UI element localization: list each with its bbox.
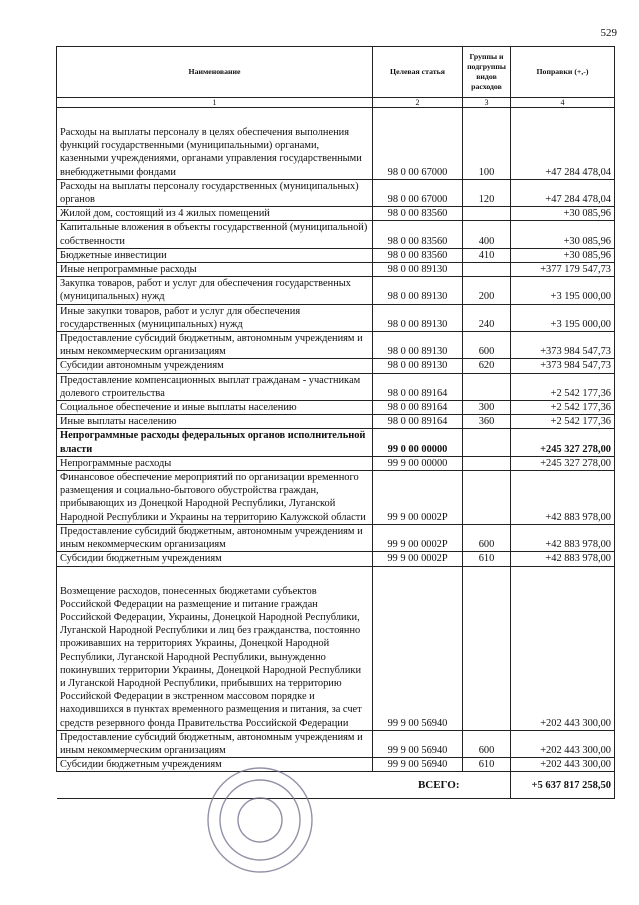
table-row — [57, 471, 615, 525]
row-target-code: 99 9 00 00000 — [373, 456, 463, 470]
table-row — [57, 758, 615, 772]
total-spacer — [57, 772, 373, 799]
table-row — [57, 332, 615, 359]
total-spacer — [463, 772, 511, 799]
row-target-code: 98 0 00 89164 — [373, 401, 463, 415]
row-group: 100 — [463, 108, 511, 180]
row-name: Непрограммные расходы — [57, 456, 373, 470]
row-target-code: 99 9 00 56940 — [373, 566, 463, 730]
row-name: Иные закупки товаров, работ и услуг для обеспечения государственных (муниципальных) нужд — [57, 304, 373, 331]
row-name: Расходы на выплаты персоналу в целях обеспечения выполнения функций государственными (муниципальными) органами, казенными учреждениями, органами управления государственными внебюджетными фондами — [57, 108, 373, 180]
row-amount: +373 984 547,73 — [511, 332, 615, 359]
row-amount: +3 195 000,00 — [511, 304, 615, 331]
row-amount: +2 542 177,36 — [511, 373, 615, 400]
table-row — [57, 359, 615, 373]
row-group: 400 — [463, 221, 511, 248]
row-amount: +245 327 278,00 — [511, 429, 615, 456]
row-group: 200 — [463, 277, 511, 304]
row-name: Жилой дом, состоящий из 4 жилых помещений — [57, 207, 373, 221]
row-name: Капитальные вложения в объекты государственной (муниципальной) собственности — [57, 221, 373, 248]
row-amount: +2 542 177,36 — [511, 415, 615, 429]
row-name: Иные непрограммные расходы — [57, 263, 373, 277]
row-name: Непрограммные расходы федеральных органов исполнительной власти — [57, 429, 373, 456]
row-amount: +202 443 300,00 — [511, 758, 615, 772]
total-amount: +5 637 817 258,50 — [511, 772, 615, 799]
row-amount: +30 085,96 — [511, 248, 615, 262]
table-row — [57, 179, 615, 206]
table-row — [57, 429, 615, 456]
row-amount: +42 883 978,00 — [511, 524, 615, 551]
row-group — [463, 429, 511, 456]
column-number: 3 — [463, 98, 511, 108]
row-amount: +3 195 000,00 — [511, 277, 615, 304]
row-target-code: 99 0 00 00000 — [373, 429, 463, 456]
table-row — [57, 248, 615, 262]
row-target-code: 98 0 00 67000 — [373, 179, 463, 206]
column-number: 4 — [511, 98, 615, 108]
row-group: 600 — [463, 524, 511, 551]
page-number: 529 — [600, 27, 617, 39]
row-name: Социальное обеспечение и иные выплаты населению — [57, 401, 373, 415]
row-amount: +47 284 478,04 — [511, 108, 615, 180]
row-amount: +42 883 978,00 — [511, 471, 615, 525]
table-row — [57, 304, 615, 331]
row-target-code: 98 0 00 89130 — [373, 304, 463, 331]
row-amount: +373 984 547,73 — [511, 359, 615, 373]
column-number: 1 — [57, 98, 373, 108]
row-name: Финансовое обеспечение мероприятий по организации временного размещения и социально-бытового обустройства граждан, прибывающих из Донецкой Народной Республики, Луганской Народной Республики и Украины на территорию Калужской области — [57, 471, 373, 525]
row-name: Предоставление субсидий бюджетным, автономным учреждениям и иным некоммерческим организациям — [57, 730, 373, 757]
row-target-code: 98 0 00 89130 — [373, 359, 463, 373]
table-row — [57, 524, 615, 551]
table-header-row — [57, 47, 615, 98]
row-name: Закупка товаров, работ и услуг для обеспечения государственных (муниципальных) нужд — [57, 277, 373, 304]
row-target-code: 99 9 00 0002Р — [373, 552, 463, 566]
row-name: Предоставление компенсационных выплат гражданам - участникам долевого строительства — [57, 373, 373, 400]
header-name: Наименование — [57, 47, 373, 98]
row-amount: +245 327 278,00 — [511, 456, 615, 470]
row-amount: +47 284 478,04 — [511, 179, 615, 206]
row-name: Расходы на выплаты персоналу государственных (муниципальных) органов — [57, 179, 373, 206]
row-group — [463, 566, 511, 730]
amendments-table — [56, 46, 615, 799]
total-label: ВСЕГО: — [373, 772, 463, 799]
table-row — [57, 415, 615, 429]
row-group — [463, 373, 511, 400]
row-target-code: 99 9 00 0002Р — [373, 524, 463, 551]
row-name: Субсидии бюджетным учреждениям — [57, 758, 373, 772]
row-group: 410 — [463, 248, 511, 262]
row-name: Бюджетные инвестиции — [57, 248, 373, 262]
table-row — [57, 108, 615, 180]
row-target-code: 99 9 00 0002Р — [373, 471, 463, 525]
header-groups: Группы и подгруппы видов расходов — [463, 47, 511, 98]
row-group: 120 — [463, 179, 511, 206]
table-row — [57, 730, 615, 757]
row-name: Субсидии автономным учреждениям — [57, 359, 373, 373]
row-target-code: 98 0 00 89130 — [373, 332, 463, 359]
header-target: Целевая статья — [373, 47, 463, 98]
row-name: Иные выплаты населению — [57, 415, 373, 429]
row-group — [463, 456, 511, 470]
row-amount: +2 542 177,36 — [511, 401, 615, 415]
table-row — [57, 552, 615, 566]
row-target-code: 99 9 00 56940 — [373, 758, 463, 772]
row-target-code: 98 0 00 83560 — [373, 207, 463, 221]
table-row — [57, 207, 615, 221]
row-target-code: 98 0 00 67000 — [373, 108, 463, 180]
total-row — [57, 772, 615, 799]
row-group: 610 — [463, 552, 511, 566]
table-row — [57, 263, 615, 277]
row-group: 300 — [463, 401, 511, 415]
column-number: 2 — [373, 98, 463, 108]
row-group: 600 — [463, 730, 511, 757]
column-number-row — [57, 98, 615, 108]
row-amount: +202 443 300,00 — [511, 566, 615, 730]
row-group — [463, 471, 511, 525]
row-target-code: 99 9 00 56940 — [373, 730, 463, 757]
row-amount: +377 179 547,73 — [511, 263, 615, 277]
row-group: 610 — [463, 758, 511, 772]
row-amount: +30 085,96 — [511, 221, 615, 248]
row-amount: +30 085,96 — [511, 207, 615, 221]
table-row — [57, 456, 615, 470]
row-target-code: 98 0 00 89164 — [373, 373, 463, 400]
row-name: Субсидии бюджетным учреждениям — [57, 552, 373, 566]
table-row — [57, 221, 615, 248]
table-row — [57, 277, 615, 304]
table-row — [57, 566, 615, 730]
row-group: 360 — [463, 415, 511, 429]
row-target-code: 98 0 00 89164 — [373, 415, 463, 429]
row-group: 600 — [463, 332, 511, 359]
row-target-code: 98 0 00 83560 — [373, 248, 463, 262]
header-amendments: Поправки (+,-) — [511, 47, 615, 98]
row-group: 620 — [463, 359, 511, 373]
row-group — [463, 263, 511, 277]
row-name: Возмещение расходов, понесенных бюджетами субъектов Российской Федерации на размещение и питание граждан Российской Федерации, Украины, Донецкой Народной Республики, Луганской Народной Республики и лиц без гражданства, постоянно проживавших на территориях Украины, Донецкой Народной Республики, Луганской Народной Республики, вынужденно покинувших территории Украины, Донецкой Народной Республики и Луганской Народной Республики, прибывших на территорию Российской Федерации в экстренном массовом порядке и находившихся в пунктах временного размещения и питания, за счет средств резервного фонда Правительства Российской Федерации — [57, 566, 373, 730]
row-target-code: 98 0 00 83560 — [373, 221, 463, 248]
row-name: Предоставление субсидий бюджетным, автономным учреждениям и иным некоммерческим организациям — [57, 332, 373, 359]
row-amount: +42 883 978,00 — [511, 552, 615, 566]
row-group — [463, 207, 511, 221]
table-body — [57, 108, 615, 772]
table-row — [57, 373, 615, 400]
row-name: Предоставление субсидий бюджетным, автономным учреждениям и иным некоммерческим организациям — [57, 524, 373, 551]
table-row — [57, 401, 615, 415]
row-amount: +202 443 300,00 — [511, 730, 615, 757]
row-group: 240 — [463, 304, 511, 331]
row-target-code: 98 0 00 89130 — [373, 277, 463, 304]
row-target-code: 98 0 00 89130 — [373, 263, 463, 277]
